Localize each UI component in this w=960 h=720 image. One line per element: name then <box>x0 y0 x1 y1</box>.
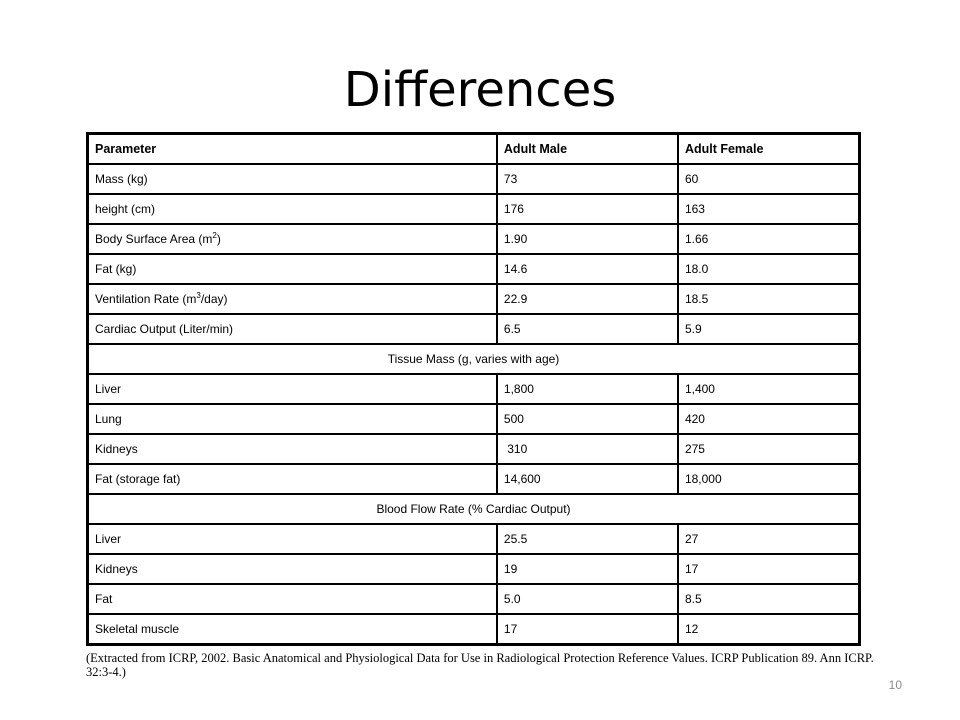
male-cell: 25.5 <box>498 525 677 553</box>
header-adult-female: Adult Female <box>679 135 858 163</box>
param-cell: Lung <box>89 405 496 433</box>
male-cell: 22.9 <box>498 285 677 313</box>
female-cell: 275 <box>679 435 858 463</box>
param-cell: Liver <box>89 375 496 403</box>
male-cell: 19 <box>498 555 677 583</box>
superscript: 2 <box>212 231 217 240</box>
female-cell: 420 <box>679 405 858 433</box>
male-cell: 14.6 <box>498 255 677 283</box>
header-adult-male: Adult Male <box>498 135 677 163</box>
female-cell: 1,400 <box>679 375 858 403</box>
param-cell: Kidneys <box>89 435 496 463</box>
table-row <box>89 615 858 643</box>
page-number: 10 <box>888 678 902 692</box>
female-cell: 18,000 <box>679 465 858 493</box>
male-cell: 1.90 <box>498 225 677 253</box>
female-cell: 17 <box>679 555 858 583</box>
male-cell: 5.0 <box>498 585 677 613</box>
table-row <box>89 525 858 553</box>
section-row-blood-flow <box>89 495 858 523</box>
male-cell: 14,600 <box>498 465 677 493</box>
female-cell: 18.0 <box>679 255 858 283</box>
param-cell: Skeletal muscle <box>89 615 496 643</box>
param-suffix: ) <box>216 232 221 246</box>
table-row <box>89 375 858 403</box>
param-cell: Kidneys <box>89 555 496 583</box>
section-row-tissue-mass <box>89 345 858 373</box>
table-row <box>89 465 858 493</box>
param-text: Ventilation Rate (m <box>95 292 197 306</box>
male-cell: 17 <box>498 615 677 643</box>
male-cell: 1,800 <box>498 375 677 403</box>
female-cell: 163 <box>679 195 858 223</box>
data-table <box>86 132 861 646</box>
table-row <box>89 165 858 193</box>
param-cell: height (cm) <box>89 195 496 223</box>
table-row <box>89 405 858 433</box>
header-row <box>89 135 858 163</box>
header-parameter: Parameter <box>89 135 496 163</box>
female-cell: 60 <box>679 165 858 193</box>
table-row <box>89 315 858 343</box>
male-cell: 500 <box>498 405 677 433</box>
param-cell <box>89 225 496 253</box>
param-cell <box>89 285 496 313</box>
table-row <box>89 255 858 283</box>
female-cell: 5.9 <box>679 315 858 343</box>
female-cell: 1.66 <box>679 225 858 253</box>
female-cell: 27 <box>679 525 858 553</box>
superscript: 3 <box>196 291 201 300</box>
male-cell: 310 <box>498 435 677 463</box>
param-cell: Liver <box>89 525 496 553</box>
slide-title: Differences <box>343 62 617 118</box>
female-cell: 18.5 <box>679 285 858 313</box>
param-cell: Mass (kg) <box>89 165 496 193</box>
male-cell: 176 <box>498 195 677 223</box>
param-cell: Fat <box>89 585 496 613</box>
section-heading: Tissue Mass (g, varies with age) <box>89 345 858 373</box>
male-cell: 73 <box>498 165 677 193</box>
param-suffix: /day) <box>200 292 228 306</box>
table-row <box>89 195 858 223</box>
table-row <box>89 285 858 313</box>
section-heading: Blood Flow Rate (% Cardiac Output) <box>89 495 858 523</box>
param-text: Body Surface Area (m <box>95 232 213 246</box>
table-row <box>89 435 858 463</box>
male-cell: 6.5 <box>498 315 677 343</box>
param-cell: Fat (kg) <box>89 255 496 283</box>
table-row <box>89 225 858 253</box>
female-cell: 8.5 <box>679 585 858 613</box>
female-cell: 12 <box>679 615 858 643</box>
table-row <box>89 585 858 613</box>
param-cell: Cardiac Output (Liter/min) <box>89 315 496 343</box>
table-row <box>89 555 858 583</box>
param-cell: Fat (storage fat) <box>89 465 496 493</box>
source-citation: (Extracted from ICRP, 2002. Basic Anatomical and Physiological Data for Use in Radiological Protection Reference Values. ICRP Publication 89. Ann ICRP. 32:3-4.) <box>86 651 874 679</box>
